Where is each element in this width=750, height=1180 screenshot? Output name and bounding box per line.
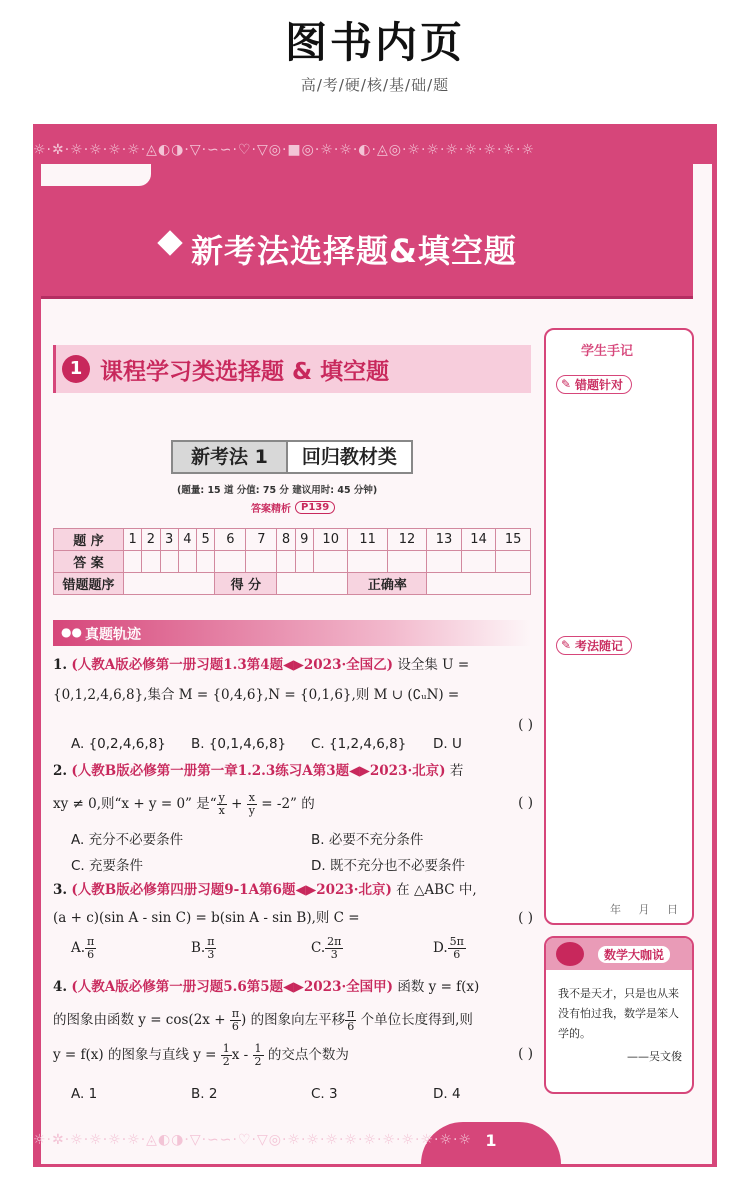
score-label: 得 分 bbox=[215, 573, 277, 595]
question-number: 2. bbox=[53, 763, 68, 779]
table-cell: 5 bbox=[197, 529, 215, 551]
question-source: (人教B版必修第四册习题9-1A第6题◀▶2023·北京) bbox=[71, 882, 392, 898]
table-cell: 13 bbox=[427, 529, 462, 551]
pen-icon: ✎ bbox=[561, 377, 572, 391]
option-a: A. {0,2,4,6,8} bbox=[71, 736, 166, 752]
fraction: $\frac{y}{x}$ bbox=[218, 791, 225, 817]
subsection-title: 课程学习类选择题 & 填空题 bbox=[100, 359, 390, 385]
question-source: (人教B版必修第一册第一章1.2.3练习A第3题◀▶2023·北京) bbox=[71, 763, 446, 779]
quote-title: 数学大咖说 bbox=[598, 946, 670, 963]
question-text: 的图象由函数 y = cos(2x + bbox=[53, 1012, 226, 1028]
wrong-question-cell[interactable] bbox=[124, 573, 215, 595]
question-text: y = f(x) 的图象与直线 y = bbox=[53, 1047, 217, 1063]
question-number-label: 题 序 bbox=[54, 529, 124, 551]
option-b: B. 必要不充分条件 bbox=[311, 832, 424, 848]
table-row bbox=[54, 529, 531, 551]
option-d: D. $\frac{5\pi}{6}$ bbox=[433, 935, 464, 961]
question-text: xy ≠ 0,则“x + y = 0” 是“ bbox=[53, 796, 217, 812]
question-2: 2. (人教B版必修第一册第一章1.2.3练习A第3题◀▶2023·北京) 若 xy ≠ 0,则“x + y = 0” 是“ $\frac{y}{x}$ + $\frac{x}{y}$ = -2” 的 ( ) bbox=[53, 763, 533, 817]
answer-parentheses: ( ) bbox=[518, 910, 533, 926]
option-b: B. $\frac{\pi}{3}$ bbox=[191, 935, 215, 961]
question-text: x - bbox=[231, 1047, 249, 1063]
track-title: 真题轨迹 bbox=[85, 627, 141, 643]
quote-author: ——吴文俊 bbox=[627, 1050, 682, 1063]
question-text: ) 的图象向左平移 bbox=[241, 1012, 346, 1028]
question-text: 设全集 U = bbox=[397, 657, 470, 673]
table-cell: 6 bbox=[215, 529, 246, 551]
answer-parentheses: ( ) bbox=[518, 1046, 533, 1062]
answer-parentheses: ( ) bbox=[518, 717, 533, 733]
table-cell: 4 bbox=[178, 529, 196, 551]
answer-sheet-table bbox=[53, 528, 531, 595]
question-number: 4. bbox=[53, 979, 68, 995]
option-c: C. 3 bbox=[311, 1086, 338, 1102]
test-label: 新考法 1 bbox=[173, 442, 286, 472]
answer-cell[interactable] bbox=[124, 551, 142, 573]
test-title: 回归教材类 bbox=[286, 442, 411, 472]
question-text: 个单位长度得到,则 bbox=[360, 1012, 473, 1028]
page-heading: 图书内页 bbox=[284, 18, 465, 67]
table-cell: 7 bbox=[246, 529, 277, 551]
answer-cell[interactable] bbox=[246, 551, 277, 573]
math-quote-panel bbox=[544, 936, 694, 1094]
question-3 bbox=[53, 879, 533, 929]
answer-cell[interactable] bbox=[277, 551, 295, 573]
answer-label-cell: 答 案 bbox=[54, 551, 124, 573]
table-cell: 2 bbox=[142, 529, 160, 551]
table-cell: 8 bbox=[277, 529, 295, 551]
option-b: B. 2 bbox=[191, 1086, 218, 1102]
question-1 bbox=[53, 654, 533, 736]
accuracy-cell[interactable] bbox=[427, 573, 531, 595]
answer-cell[interactable] bbox=[496, 551, 531, 573]
subsection-number: 1 bbox=[62, 355, 90, 383]
test-info: (题量: 15 道 分值: 75 分 建议用时: 45 分钟) bbox=[177, 485, 378, 496]
option-a: A. 1 bbox=[71, 1086, 98, 1102]
fraction: $\frac{\pi}{6}$ bbox=[231, 1007, 240, 1033]
section-title: 新考法选择题&填空题 bbox=[191, 232, 517, 270]
table-cell: 11 bbox=[348, 529, 387, 551]
answer-cell[interactable] bbox=[142, 551, 160, 573]
table-cell: 1 bbox=[124, 529, 142, 551]
question-text: 在 △ABC 中, bbox=[396, 882, 477, 898]
diamond-icon bbox=[157, 230, 182, 255]
accuracy-label: 正确率 bbox=[348, 573, 427, 595]
avatar-icon bbox=[556, 942, 584, 966]
answer-cell[interactable] bbox=[461, 551, 496, 573]
wrong-question-label: 错题题序 bbox=[54, 573, 124, 595]
student-notes-panel[interactable] bbox=[544, 328, 694, 925]
answer-cell[interactable] bbox=[178, 551, 196, 573]
answer-cell[interactable] bbox=[313, 551, 348, 573]
question-text: {0,1,2,4,6,8},集合 M = {0,4,6},N = {0,1,6},则 M ∪ (∁ᵤN) = bbox=[53, 687, 460, 703]
bottom-border-decoration: ☼·✲·☼·☼·☼·☼·◬◐◑·▽·∽∽·♡·▽◎·☼·☼·☼·☼·☼·☼·☼·☼·☼·☼ bbox=[33, 1132, 472, 1148]
table-cell: 10 bbox=[313, 529, 348, 551]
fraction: $\frac{x}{y}$ bbox=[248, 791, 255, 817]
answer-label: 答案精析 bbox=[251, 504, 291, 515]
track-header bbox=[53, 620, 531, 646]
question-text: 函数 y = f(x) bbox=[397, 979, 480, 995]
notes-mistakes-label: ✎ 错题针对 bbox=[556, 375, 632, 394]
question-number: 3. bbox=[53, 882, 68, 898]
option-a: A. 充分不必要条件 bbox=[71, 832, 184, 848]
table-row bbox=[54, 551, 531, 573]
fraction: $\frac{1}{2}$ bbox=[222, 1042, 230, 1068]
notes-method-label: ✎ 考法随记 bbox=[556, 636, 632, 655]
table-cell: 15 bbox=[496, 529, 531, 551]
question-number: 1. bbox=[53, 657, 68, 673]
answer-page-badge: P139 bbox=[295, 501, 335, 514]
test-header bbox=[171, 440, 413, 474]
question-text: 的交点个数为 bbox=[267, 1047, 349, 1063]
table-row bbox=[54, 573, 531, 595]
book-page bbox=[33, 124, 717, 1167]
table-cell: 14 bbox=[461, 529, 496, 551]
option-a: A. $\frac{\pi}{6}$ bbox=[71, 935, 95, 961]
quote-header bbox=[546, 938, 694, 970]
quote-text: 我不是天才，只是也从来没有怕过我，数学是笨人学的。 bbox=[558, 987, 679, 1040]
option-c: C. {1,2,4,6,8} bbox=[311, 736, 407, 752]
answer-cell[interactable] bbox=[197, 551, 215, 573]
page-content bbox=[41, 164, 712, 1164]
answer-cell[interactable] bbox=[295, 551, 313, 573]
question-4 bbox=[53, 976, 533, 1068]
option-d: D. U bbox=[433, 736, 462, 752]
answer-cell[interactable] bbox=[348, 551, 387, 573]
footprint-icon: ●● bbox=[61, 625, 82, 639]
question-text: = -2” 的 bbox=[261, 796, 315, 812]
answer-cell[interactable] bbox=[215, 551, 246, 573]
question-source: (人教A版必修第一册习题1.3第4题◀▶2023·全国乙) bbox=[71, 657, 394, 673]
option-c: C. 充要条件 bbox=[71, 858, 144, 874]
fraction: $\frac{1}{2}$ bbox=[254, 1042, 262, 1068]
answer-cell[interactable] bbox=[160, 551, 178, 573]
answer-reference bbox=[251, 500, 335, 515]
table-cell: 12 bbox=[387, 529, 426, 551]
table-cell: 9 bbox=[295, 529, 313, 551]
page-subheading: 高/考/硬/核/基/础/题 bbox=[300, 76, 450, 94]
question-text: (a + c)(sin A - sin C) = b(sin A - sin B),则 C = bbox=[53, 910, 360, 926]
answer-cell[interactable] bbox=[387, 551, 426, 573]
notes-title: 学生手记 bbox=[581, 344, 634, 359]
table-cell: 3 bbox=[160, 529, 178, 551]
option-d: D. 4 bbox=[433, 1086, 461, 1102]
answer-cell[interactable] bbox=[427, 551, 462, 573]
pen-icon: ✎ bbox=[561, 638, 572, 652]
notes-date: 年 月 日 bbox=[610, 903, 678, 916]
page-number: 1 bbox=[485, 1131, 497, 1150]
question-text: 若 bbox=[449, 763, 464, 779]
top-border-decoration: ☼·✲·☼·☼·☼·☼·◬◐◑·▽·∽∽·♡·▽◎·■◎·☼·☼·◐·◬◎·☼·☼·☼·☼·☼·☼·☼ bbox=[33, 142, 535, 158]
answer-parentheses: ( ) bbox=[518, 795, 533, 811]
option-c: C. $\frac{2\pi}{3}$ bbox=[311, 935, 342, 961]
option-d: D. 既不充分也不必要条件 bbox=[311, 858, 465, 874]
question-source: (人教A版必修第一册习题5.6第5题◀▶2023·全国甲) bbox=[71, 979, 394, 995]
subsection-header bbox=[53, 345, 531, 393]
option-b: B. {0,1,4,6,8} bbox=[191, 736, 287, 752]
section-banner bbox=[41, 164, 693, 299]
fraction: $\frac{\pi}{6}$ bbox=[347, 1007, 355, 1033]
score-cell[interactable] bbox=[277, 573, 348, 595]
